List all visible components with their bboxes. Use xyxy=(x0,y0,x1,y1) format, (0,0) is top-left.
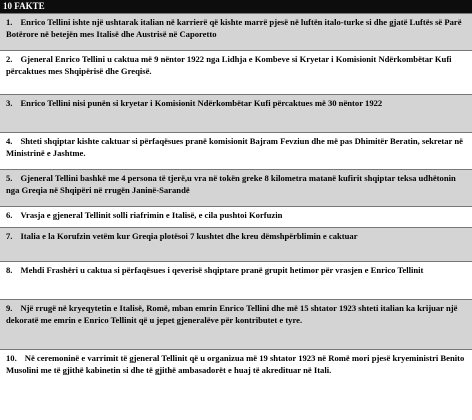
fact-text: Enrico Tellini ishte një ushtarak italian në karrierë që kishte marrë pjesë në luftën italo-turke si dhe gjatë Luftës së Parë Botërore në betejën mes Italisë dhe Austrisë në Caporetto xyxy=(6,17,462,39)
fact-row-1 xyxy=(0,13,472,50)
fact-number: 4. xyxy=(6,136,13,146)
fact-row-5 xyxy=(0,169,472,206)
fact-text: Shteti shqiptar kishte caktuar si përfaqësues pranë komisionit Bajram Fevziun dhe më pas Dhimitër Beratin, sekretar në Ministrinë e Jashtme. xyxy=(6,136,463,158)
table-header xyxy=(0,0,472,13)
fact-text: Në ceremoninë e varrimit të gjeneral Tellinit që u organizua më 19 shtator 1923 në Romë mori pjesë kryeministri Benito Musolini me të gjithë kabinetin si dhe të gjithë ambasadorët e huaj të akredituar në Itali. xyxy=(6,353,465,375)
fact-row-8 xyxy=(0,261,472,299)
fact-text: Enrico Tellini nisi punën si kryetar i Komisionit Ndërkombëtar Kufi përcaktues më 30 nëntor 1922 xyxy=(20,98,383,108)
fact-text: Një rrugë në kryeqytetin e Italisë, Romë, mban emrin Enrico Tellini dhe më 15 shtator 1923 shteti italian ka krijuar një dekoratë me emrin e Enrico Tellinit që u jepet gjeneralëve për kontributet e tyre. xyxy=(6,303,458,325)
fact-row-2 xyxy=(0,50,472,94)
fact-row-9 xyxy=(0,299,472,349)
fact-number: 5. xyxy=(6,173,13,183)
fact-text: Italia e la Korufzin vetëm kur Greqia plotësoi 7 kushtet dhe kreu dëmshpërblimin e caktuar xyxy=(20,231,358,241)
fact-number: 9. xyxy=(6,303,13,313)
fact-number: 7. xyxy=(6,231,13,241)
fact-number: 6. xyxy=(6,210,13,220)
fact-row-7 xyxy=(0,227,472,261)
fact-text: Gjeneral Tellini bashkë me 4 persona të tjerë,u vra në tokën greke 8 kilometra matanë kufirit shqiptar teksa udhëtonin nga Greqia në Shqipëri në rrugën Janinë-Sarandë xyxy=(6,173,456,195)
fact-text: Mehdi Frashëri u caktua si përfaqësues i qeverisë shqiptare pranë grupit hetimor për vrasjen e Enrico Tellinit xyxy=(20,265,424,275)
fact-row-3 xyxy=(0,94,472,132)
fact-row-6 xyxy=(0,206,472,227)
fact-number: 10. xyxy=(6,353,17,363)
table-title: 10 FAKTE xyxy=(3,1,45,11)
fact-number: 3. xyxy=(6,98,13,108)
fact-number: 1. xyxy=(6,17,13,27)
fact-number: 8. xyxy=(6,265,13,275)
fact-row-4 xyxy=(0,132,472,169)
fact-row-10 xyxy=(0,349,472,400)
fact-text: Gjeneral Enrico Tellini u caktua më 9 nëntor 1922 nga Lidhja e Kombeve si Kryetar i Komisionit Ndërkombëtar Kufi përcaktues mes Shqipërisë dhe Greqisë. xyxy=(6,54,452,76)
fact-number: 2. xyxy=(6,54,13,64)
fact-text: Vrasja e gjeneral Tellinit solli riafrimin e Italisë, e cila pushtoi Korfuzin xyxy=(20,210,283,220)
